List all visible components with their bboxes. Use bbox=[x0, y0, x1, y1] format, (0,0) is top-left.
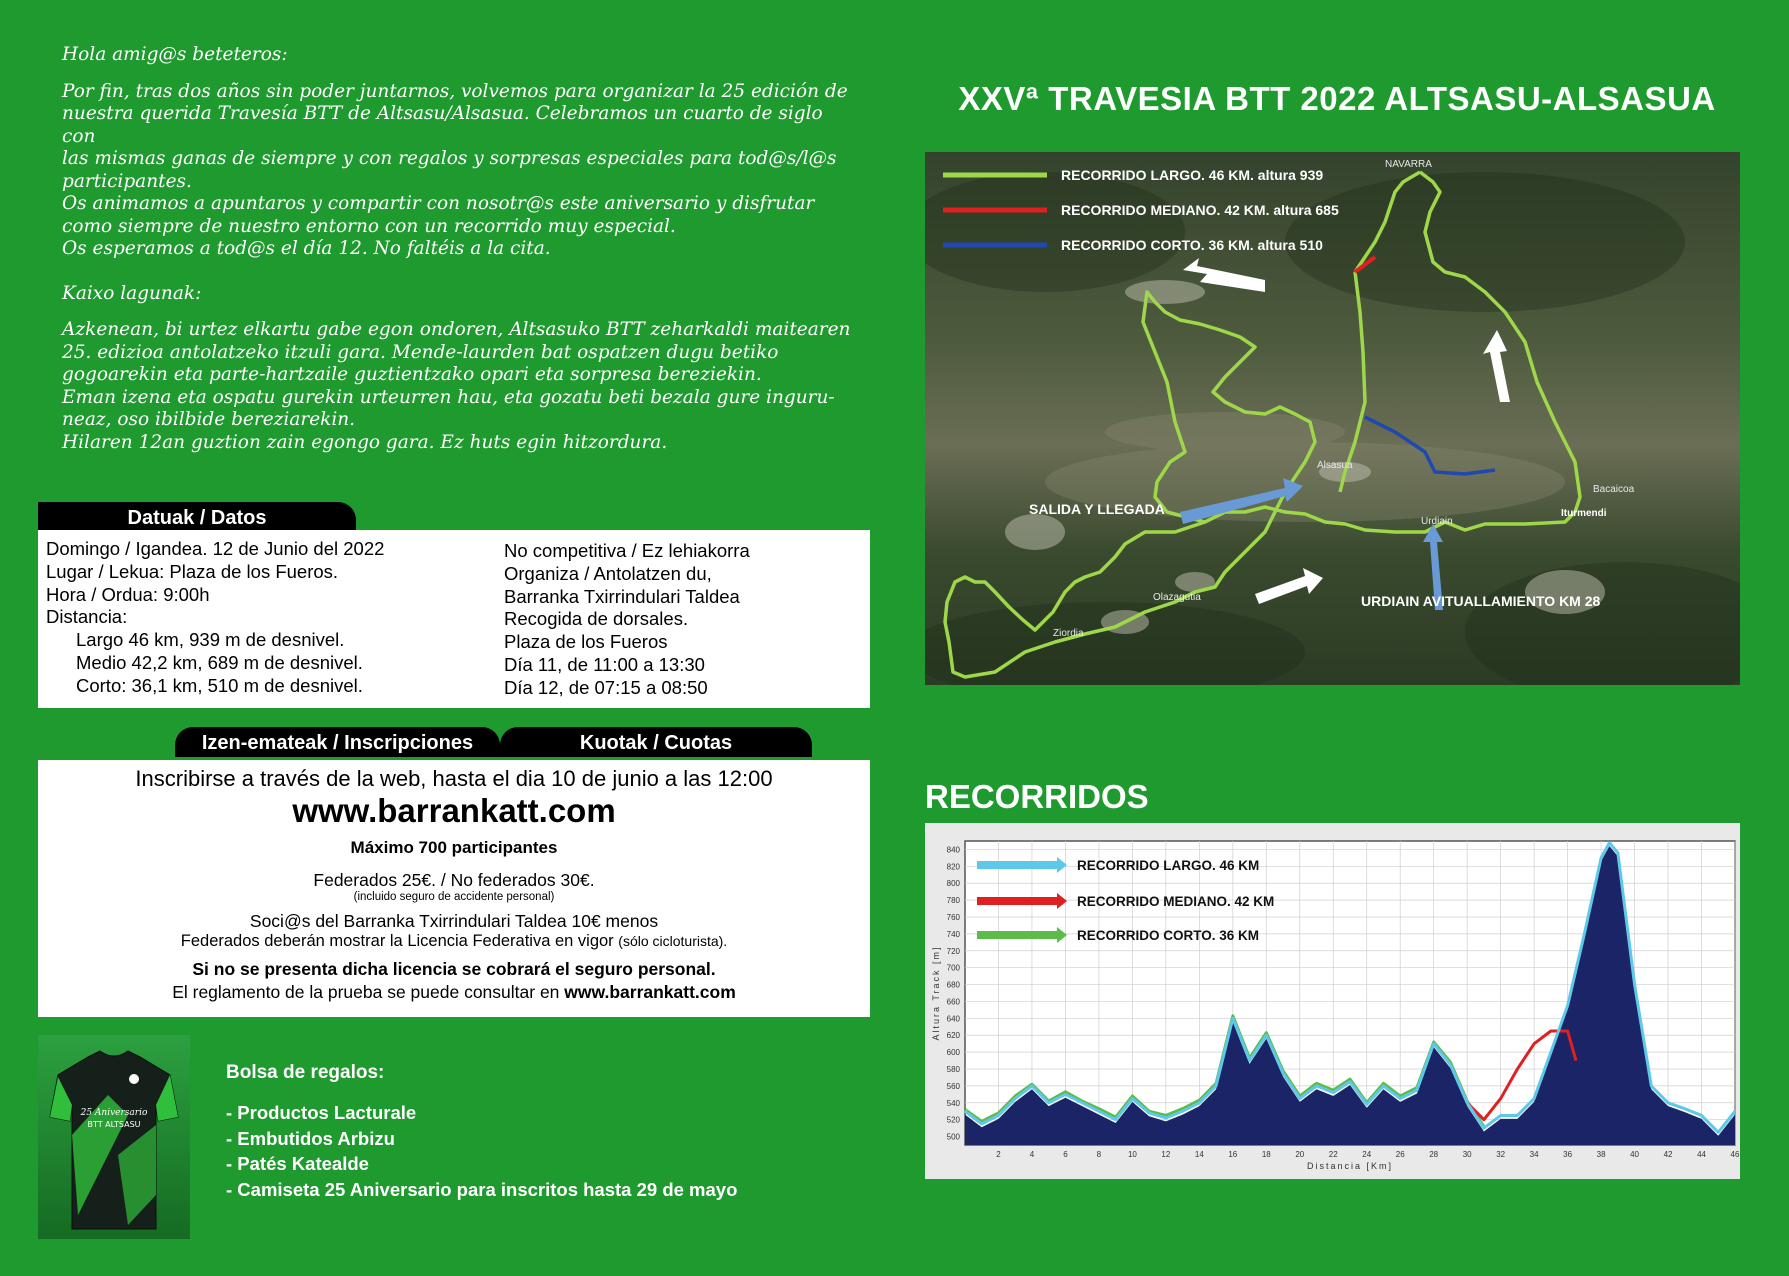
shirt-icon bbox=[38, 1035, 190, 1239]
datos-left bbox=[46, 538, 496, 698]
x-tick-label: 38 bbox=[1596, 1150, 1606, 1159]
fees: Federados 25€. / No federados 30€. bbox=[313, 870, 595, 890]
gift-item: - Patés Katealde bbox=[226, 1153, 369, 1174]
y-tick-label: 640 bbox=[946, 1014, 960, 1024]
x-tick-label: 44 bbox=[1697, 1150, 1706, 1159]
website-link[interactable]: www.barrankatt.com bbox=[292, 792, 616, 829]
x-tick-label: 10 bbox=[1127, 1150, 1137, 1159]
place-iturmendi: Iturmendi bbox=[1561, 508, 1607, 519]
basque-greeting: Kaixo lagunak: bbox=[62, 282, 202, 304]
max-participants: Máximo 700 participantes bbox=[350, 838, 558, 857]
cuotas-tab: Kuotak / Cuotas bbox=[500, 727, 812, 757]
datos-distance-label: Distancia: bbox=[46, 606, 128, 628]
y-tick-label: 700 bbox=[946, 963, 960, 973]
datos-time: Hora / Ordua: 9:00h bbox=[46, 583, 210, 605]
y-tick-label: 520 bbox=[946, 1115, 960, 1125]
y-tick-label: 600 bbox=[946, 1048, 960, 1058]
datos-place: Lugar / Lekua: Plaza de los Fueros. bbox=[46, 560, 339, 582]
license-warning: Si no se presenta dicha licencia se cobrará el seguro personal. bbox=[192, 959, 716, 979]
y-axis-label: Altura Track [m] bbox=[931, 945, 941, 1041]
y-tick-label: 680 bbox=[946, 980, 960, 990]
x-tick-label: 24 bbox=[1362, 1150, 1372, 1159]
datos-organizer-label: Organiza / Antolatzen du, bbox=[504, 562, 712, 584]
x-tick-label: 28 bbox=[1429, 1150, 1439, 1159]
place-bacaicoa: Bacaicoa bbox=[1593, 484, 1635, 495]
x-tick-label: 14 bbox=[1194, 1150, 1204, 1159]
inscripciones-box bbox=[38, 760, 870, 1017]
x-tick-label: 42 bbox=[1663, 1150, 1673, 1159]
datos-bib-day11: Día 11, de 11:00 a 13:30 bbox=[504, 653, 705, 675]
y-tick-label: 540 bbox=[946, 1098, 960, 1108]
gifts-list bbox=[226, 1062, 846, 1202]
y-tick-label: 660 bbox=[946, 997, 960, 1007]
signup-instructions: Inscribirse a través de la web, hasta el dia 10 de junio a las 12:00 bbox=[135, 766, 773, 791]
x-tick-label: 30 bbox=[1462, 1150, 1472, 1159]
shirt-text-2: BTT ALTSASU bbox=[87, 1120, 141, 1129]
x-tick-label: 8 bbox=[1096, 1150, 1102, 1159]
y-tick-label: 620 bbox=[946, 1031, 960, 1041]
distance-long: Largo 46 km, 939 m de desnivel. bbox=[76, 629, 345, 651]
intro-text bbox=[62, 44, 852, 476]
x-tick-label: 36 bbox=[1563, 1150, 1573, 1159]
license-note: (sólo cicloturista). bbox=[618, 933, 728, 949]
y-tick-label: 780 bbox=[946, 896, 960, 906]
x-tick-label: 6 bbox=[1063, 1150, 1068, 1159]
x-tick-label: 22 bbox=[1328, 1150, 1338, 1159]
legend-label-long: RECORRIDO LARGO. 46 KM. altura 939 bbox=[1061, 167, 1324, 183]
x-tick-label: 4 bbox=[1029, 1150, 1035, 1159]
basque-body: Azkenean, bi urtez elkartu gabe egon ondoren, Altsasuko BTT zeharkaldi maitearen 25. edizioa antolatzeko itzuli gara. Mende-laurden bat ospatzen dugu betiko gogoarekin eta parte-hartzaile guztientzako opari eta sorpresa bereziekin. Eman izena eta ospatu gurekin urteurren hau, eta gozatu beti bezala gure inguru- neaz, oso ibilbide bereziarekin. Hilaren 12an guztion zain egongo gara. Ez huts egin hitzordura. bbox=[62, 319, 851, 453]
route-map bbox=[925, 152, 1740, 685]
x-tick-label: 34 bbox=[1529, 1150, 1539, 1159]
y-tick-label: 800 bbox=[946, 879, 960, 889]
map-svg bbox=[925, 152, 1740, 685]
legend-label: RECORRIDO CORTO. 36 KM bbox=[1077, 928, 1260, 943]
datos-right bbox=[504, 540, 864, 700]
x-tick-label: 46 bbox=[1730, 1150, 1740, 1159]
datos-tab: Datuak / Datos bbox=[38, 502, 356, 532]
gift-item: - Embutidos Arbizu bbox=[226, 1127, 395, 1149]
datos-bib-place: Plaza de los Fueros bbox=[504, 631, 668, 653]
spanish-body: Por fin, tras dos años sin poder juntarnos, volvemos para organizar la 25 edición de nuestra querida Travesía BTT de Altsasu/Alsasua. Celebramos un cuarto de siglo con las mismas ganas de siempre y con regalos y sorpresas especiales para tod@s/l@s participantes. Os animamos a apuntaros y compartir con nosotr@s este aniversario y disfrutar como siempre de nuestro entorno con un recorrido muy especial. Os esperamos a tod@s el día 12. No faltéis a la cita. bbox=[62, 80, 848, 259]
license-requirement bbox=[38, 931, 870, 951]
license-text: Federados deberán mostrar la Licencia Federativa en vigor bbox=[180, 932, 614, 950]
x-tick-label: 2 bbox=[996, 1150, 1001, 1159]
y-tick-label: 580 bbox=[946, 1065, 960, 1074]
y-tick-label: 560 bbox=[946, 1081, 960, 1091]
elevation-chart bbox=[925, 823, 1740, 1179]
y-tick-label: 820 bbox=[946, 862, 960, 872]
y-tick-label: 500 bbox=[946, 1132, 960, 1142]
place-navarra: NAVARRA bbox=[1385, 159, 1432, 170]
start-label: SALIDA Y LLEGADA bbox=[1029, 501, 1165, 517]
regulations-text: El reglamento de la prueba se puede consultar en bbox=[172, 982, 560, 1002]
gifts-title: Bolsa de regalos: bbox=[226, 1062, 385, 1083]
x-tick-label: 32 bbox=[1496, 1150, 1506, 1159]
distance-short: Corto: 36,1 km, 510 m de desnivel. bbox=[76, 674, 363, 696]
x-tick-label: 12 bbox=[1161, 1150, 1171, 1159]
page-title: XXVª TRAVESIA BTT 2022 ALTSASU-ALSASUA bbox=[958, 80, 1716, 117]
datos-date: Domingo / Igandea. 12 de Junio del 2022 bbox=[46, 538, 385, 559]
x-tick-label: 40 bbox=[1630, 1150, 1640, 1159]
recorridos-title: RECORRIDOS bbox=[925, 778, 1149, 815]
x-tick-label: 20 bbox=[1295, 1150, 1305, 1159]
legend-label-short: RECORRIDO CORTO. 36 KM. altura 510 bbox=[1061, 237, 1323, 253]
x-tick-label: 16 bbox=[1228, 1150, 1238, 1159]
datos-box bbox=[38, 530, 870, 708]
spanish-greeting: Hola amig@s beteteros: bbox=[62, 44, 288, 65]
y-tick-label: 760 bbox=[946, 913, 960, 922]
shirt-image bbox=[38, 1035, 190, 1239]
datos-organizer: Barranka Txirrindulari Taldea bbox=[504, 585, 740, 607]
regulations-link[interactable]: www.barrankatt.com bbox=[564, 982, 736, 1002]
place-ziordia: Ziordia bbox=[1053, 628, 1084, 639]
legend-label: RECORRIDO LARGO. 46 KM bbox=[1077, 858, 1260, 873]
inscripciones-tab: Izen-emateak / Inscripciones bbox=[175, 727, 500, 757]
x-tick-label: 18 bbox=[1261, 1150, 1271, 1159]
gift-item: - Camiseta 25 Aniversario para inscritos hasta 29 de mayo bbox=[226, 1178, 738, 1200]
place-alsasua: Alsasua bbox=[1317, 460, 1353, 471]
member-discount: Soci@s del Barranka Txirrindulari Taldea 10€ menos bbox=[249, 911, 659, 931]
y-tick-label: 720 bbox=[946, 946, 960, 956]
aid-station-label: URDIAIN AVITUALLAMIENTO KM 28 bbox=[1361, 593, 1601, 609]
legend-label: RECORRIDO MEDIANO. 42 KM bbox=[1077, 894, 1275, 909]
fees-note: (incluido seguro de accidente personal) bbox=[353, 891, 555, 903]
place-urdiain: Urdiain bbox=[1421, 516, 1453, 527]
datos-bib-day12: Día 12, de 07:15 a 08:50 bbox=[504, 676, 708, 698]
x-tick-label: 26 bbox=[1395, 1150, 1405, 1159]
regulations bbox=[38, 980, 870, 1004]
x-axis-label: Distancia [Km] bbox=[1306, 1161, 1394, 1171]
datos-bib-pickup: Recogida de dorsales. bbox=[504, 608, 689, 630]
shirt-text-1: 25 Aniversario bbox=[80, 1108, 148, 1118]
legend-label-medium: RECORRIDO MEDIANO. 42 KM. altura 685 bbox=[1061, 202, 1339, 218]
gift-item: - Productos Lacturale bbox=[226, 1102, 417, 1123]
y-tick-label: 840 bbox=[946, 845, 960, 855]
place-olazagutia: Olazagutia bbox=[1153, 592, 1201, 603]
elevation-chart-svg bbox=[925, 823, 1740, 1179]
datos-noncompetitive: No competitiva / Ez lehiakorra bbox=[504, 540, 750, 561]
y-tick-label: 740 bbox=[946, 929, 960, 939]
distance-medium: Medio 42,2 km, 689 m de desnivel. bbox=[76, 651, 363, 673]
